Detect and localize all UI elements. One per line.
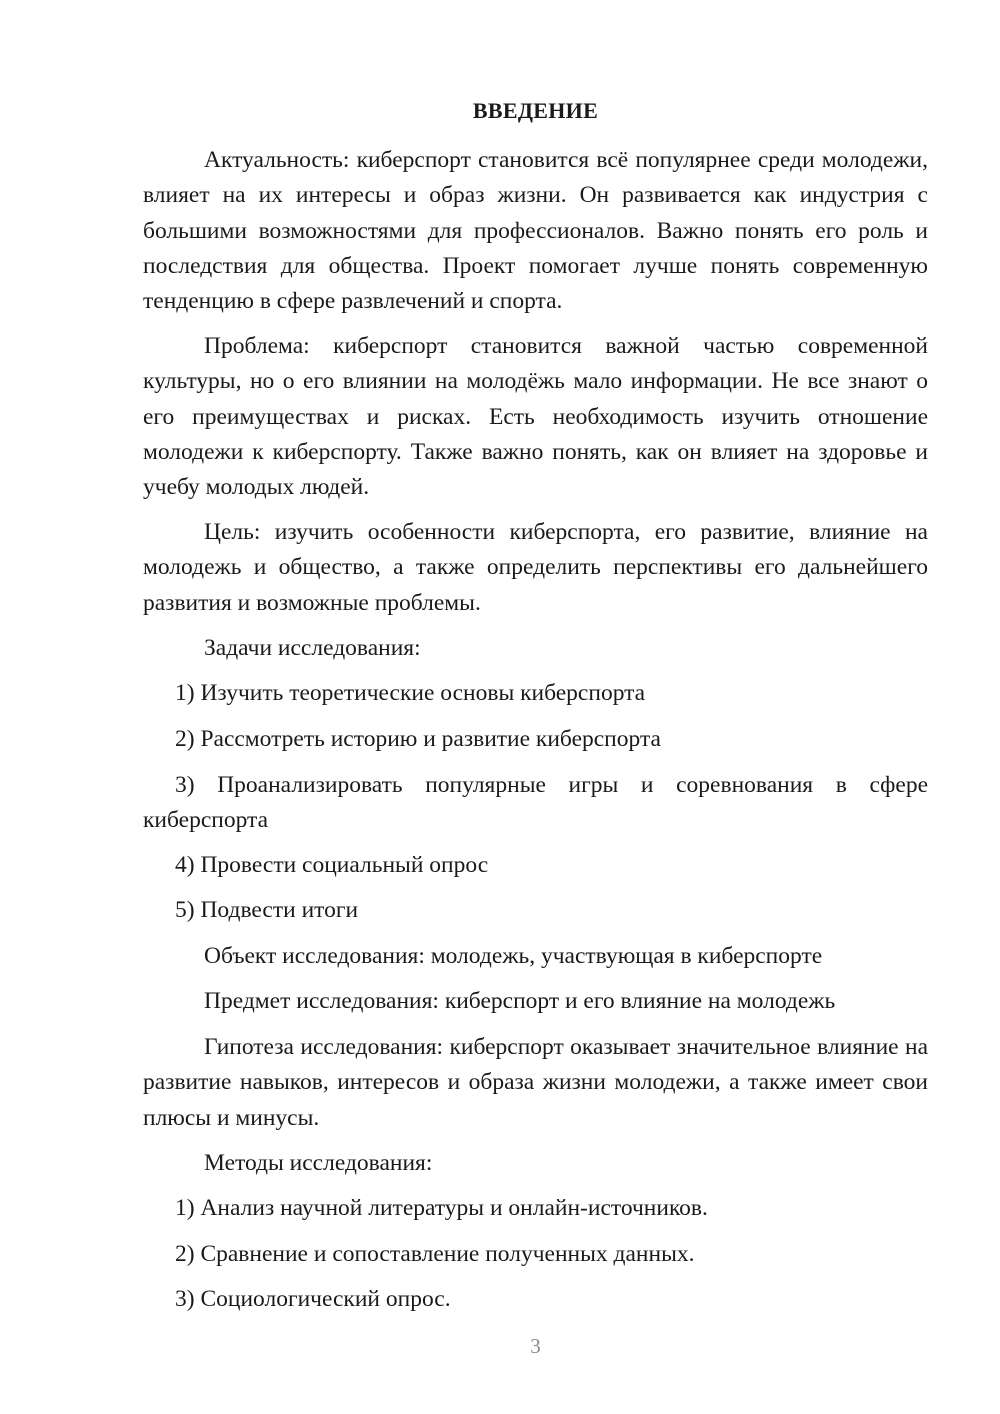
problem-paragraph: Проблема: киберспорт становится важной частью современной культуры, но о его влиянии на молодёжь мало информации. Не все знают о его преимуществах и рисках. Есть необходимость изучить отношение молодежи к киберспорту. Также важно понять, как он влияет на здоровье и учебу молодых людей. [143,333,928,501]
relevance-paragraph: Актуальность: киберспорт становится всё популярнее среди молодежи, влияет на их интересы и образ жизни. Он развивается как индустрия с большими возможностями для профессионалов. Важно понять его роль и последствия для общества. Проект помогает лучше понять современную тенденцию в сфере развлечений и спорта. [143,147,928,315]
goal-paragraph: Цель: изучить особенности киберспорта, его развитие, влияние на молодежь и общество, а также определить перспективы его дальнейшего развития и возможные проблемы. [143,519,928,616]
document-page [143,0,928,1414]
task-item-1: 1) Изучить теоретические основы киберспорта [175,680,646,706]
method-item-2: 2) Сравнение и сопоставление полученных данных. [175,1241,695,1267]
methods-heading: Методы исследования: [204,1150,433,1176]
task-item-2: 2) Рассмотреть историю и развитие киберспорта [175,726,661,752]
method-item-1: 1) Анализ научной литературы и онлайн-источников. [175,1195,708,1221]
method-item-3: 3) Социологический опрос. [175,1286,451,1312]
page-number: 3 [530,1334,541,1358]
task-item-5: 5) Подвести итоги [175,897,359,923]
task-item-3: 3) Проанализировать популярные игры и соревнования в сфере киберспорта [143,772,928,834]
task-item-4: 4) Провести социальный опрос [175,852,489,878]
section-title: ВВЕДЕНИЕ [472,98,599,123]
research-object: Объект исследования: молодежь, участвующая в киберспорте [204,943,823,969]
tasks-heading: Задачи исследования: [204,635,421,661]
hypothesis-paragraph: Гипотеза исследования: киберспорт оказывает значительное влияние на развитие навыков, интересов и образа жизни молодежи, а также имеет свои плюсы и минусы. [143,1034,928,1131]
research-subject: Предмет исследования: киберспорт и его влияние на молодежь [204,988,836,1014]
